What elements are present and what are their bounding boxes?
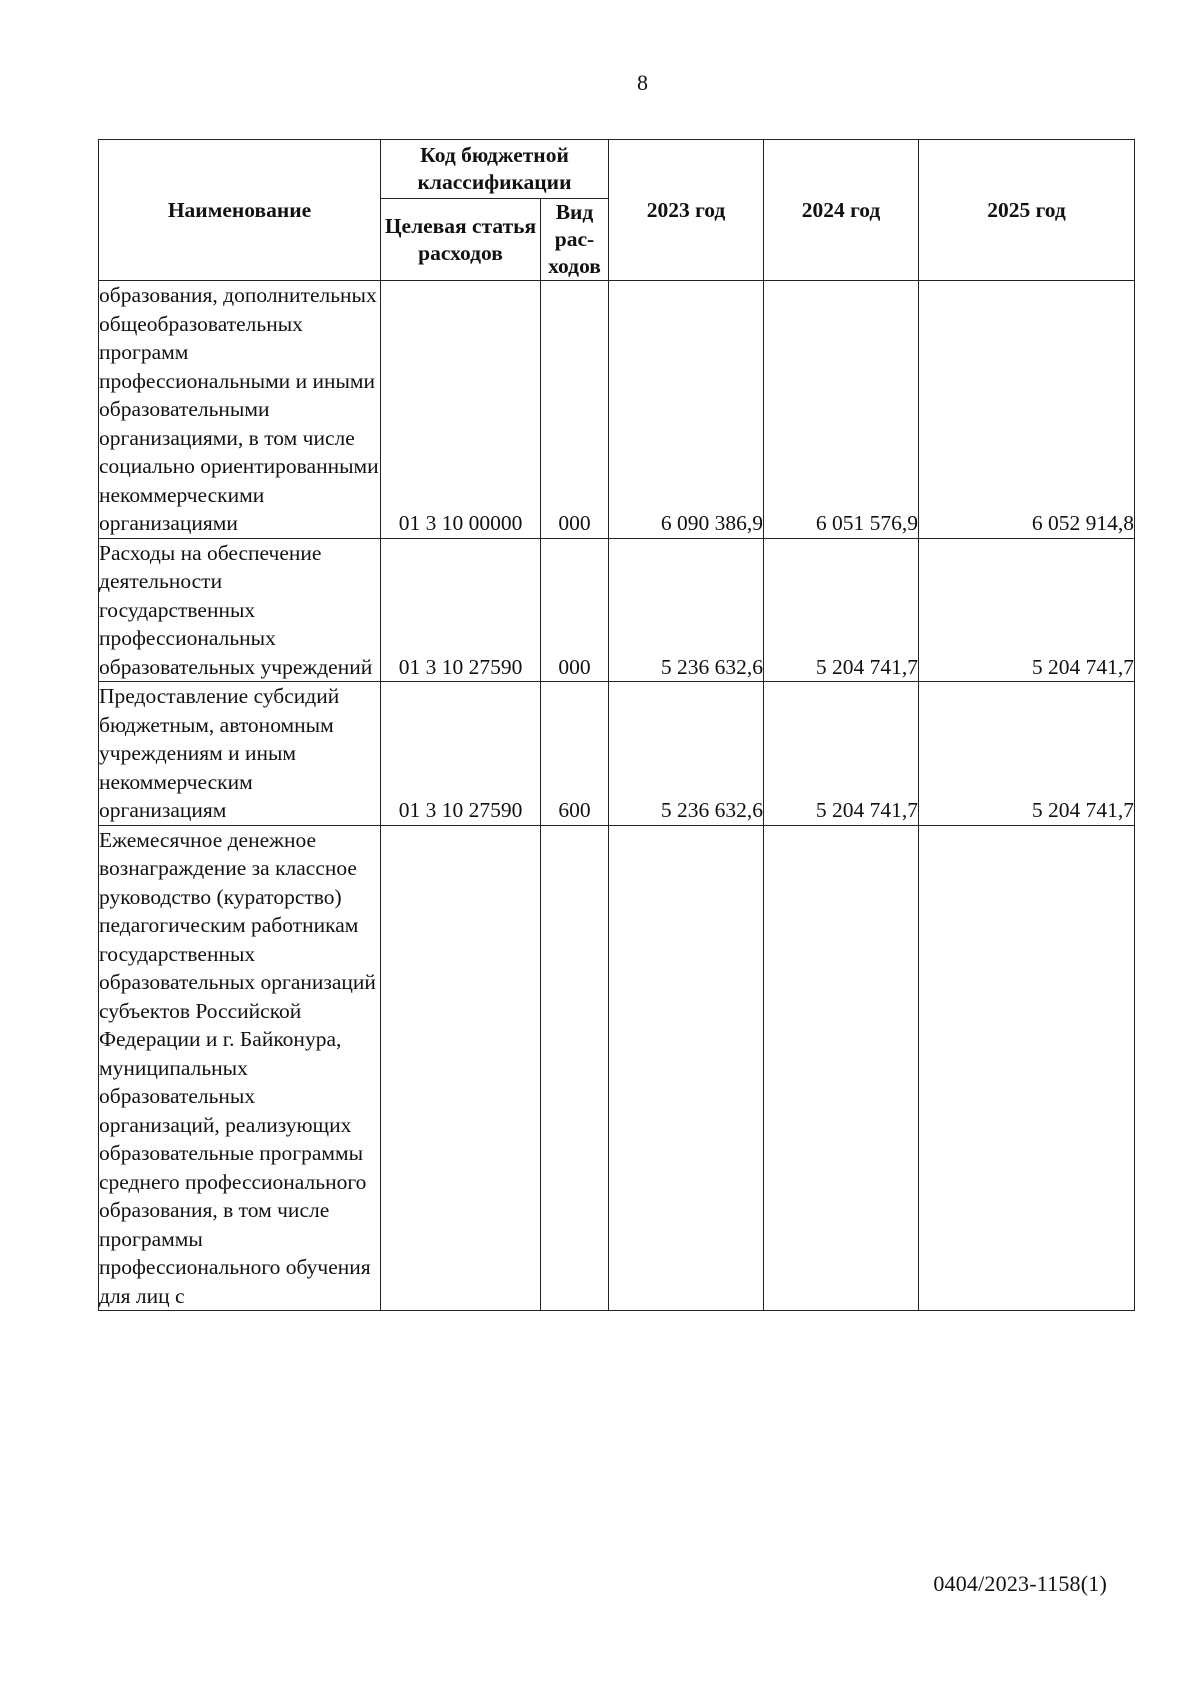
row-name: Ежемесячное денежное вознаграждение за классное руководство (кураторство) педагогическим работникам государственных образовательных организаций субъектов Российской Федерации и г. Байконура, муниципальных образовательных организаций, реализующих образовательные программы среднего профессионального образования, в том числе программы профессионального обучения для лиц с — [99, 825, 381, 1311]
row-value-2024: 5 204 741,7 — [764, 682, 919, 826]
header-2023: 2023 год — [609, 140, 764, 281]
row-value-2025 — [919, 825, 1135, 1311]
row-name: Расходы на обеспечение деятельности государственных профессиональных образовательных учреждений — [99, 538, 381, 682]
row-value-2023: 5 236 632,6 — [609, 682, 764, 826]
row-expense-type: 600 — [541, 682, 609, 826]
row-value-2025: 5 204 741,7 — [919, 682, 1135, 826]
table-row — [99, 281, 1135, 539]
row-value-2023 — [609, 825, 764, 1311]
row-expense-type: 000 — [541, 538, 609, 682]
row-target-article — [381, 825, 541, 1311]
table-row — [99, 538, 1135, 682]
row-target-article: 01 3 10 27590 — [381, 682, 541, 826]
row-target-article: 01 3 10 00000 — [381, 281, 541, 539]
row-value-2024: 5 204 741,7 — [764, 538, 919, 682]
header-2025: 2025 год — [919, 140, 1135, 281]
row-value-2025: 6 052 914,8 — [919, 281, 1135, 539]
row-value-2025: 5 204 741,7 — [919, 538, 1135, 682]
table-row — [99, 682, 1135, 826]
header-budget-code: Код бюджетной классификации — [381, 140, 609, 199]
document-code: 0404/2023-1158(1) — [933, 1571, 1107, 1596]
budget-table — [98, 139, 1135, 1311]
page-number: 8 — [637, 70, 648, 95]
header-row-top — [99, 140, 1135, 199]
row-expense-type — [541, 825, 609, 1311]
row-target-article: 01 3 10 27590 — [381, 538, 541, 682]
header-expense-type: Вид рас-ходов — [541, 199, 609, 281]
header-name: Наименование — [99, 140, 381, 281]
row-value-2023: 6 090 386,9 — [609, 281, 764, 539]
row-name: образования, дополнительных общеобразовательных программ профессиональными и иными образовательными организациями, в том числе социально ориентированными некоммерческими организациями — [99, 281, 381, 539]
row-expense-type: 000 — [541, 281, 609, 539]
row-name: Предоставление субсидий бюджетным, автономным учреждениям и иным некоммерческим организациям — [99, 682, 381, 826]
header-target-article: Целевая статья расходов — [381, 199, 541, 281]
row-value-2023: 5 236 632,6 — [609, 538, 764, 682]
table-row — [99, 825, 1135, 1311]
header-2024: 2024 год — [764, 140, 919, 281]
row-value-2024 — [764, 825, 919, 1311]
row-value-2024: 6 051 576,9 — [764, 281, 919, 539]
